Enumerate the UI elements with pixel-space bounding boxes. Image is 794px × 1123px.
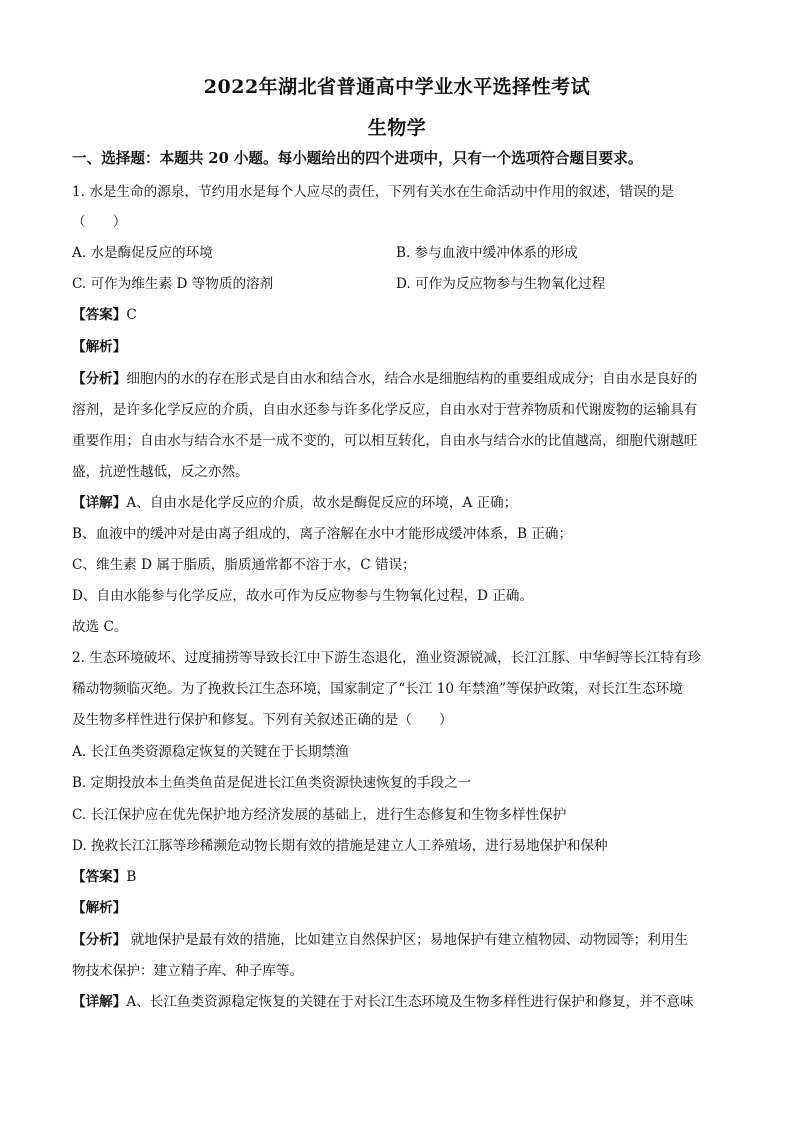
q1-stem-line1: 1. 水是生命的源泉，节约用水是每个人应尽的责任，下列有关水在生命活动中作用的叙述，错误的是: [72, 184, 674, 200]
q1-xiangjie-b: B、血液中的缓冲对是由离子组成的，离子溶解在水中才能形成缓冲体系，B 正确；: [72, 526, 573, 542]
subject-title: 生物学: [367, 117, 427, 139]
section-heading: 一、选择题：本题共 20 小题。每小题给出的四个进项中，只有一个选项符合题目要求。: [72, 150, 643, 167]
q2-answer-row: [72, 868, 722, 886]
q1-analysis-tag: 【解析】: [72, 339, 127, 355]
q1-fenxi-line1: [72, 370, 722, 388]
q1-answer-tag: 【答案】: [72, 307, 127, 323]
q1-fenxi-line3: 重要作用；自由水与结合水不是一成不变的，可以相互转化，自由水与结合水的比值越高，细胞代谢越旺: [72, 433, 698, 449]
q2-option-b: B. 定期投放本土鱼类鱼苗是促进长江鱼类资源快速恢复的手段之一: [72, 775, 472, 791]
q1-xiangjie-d: D、自由水能参与化学反应，故水可作为反应物参与生物氧化过程，D 正确。: [72, 588, 534, 604]
q1-option-c: C. 可作为维生素 D 等物质的溶剂: [72, 276, 274, 292]
q2-stem-line3: 及生物多样性进行保护和修复。下列有关叙述正确的是（ ）: [72, 712, 453, 728]
q2-fenxi-line1: [72, 931, 722, 949]
q2-xiangjie-a-line: [72, 993, 722, 1011]
q2-fenxi-tag: 【分析】: [72, 932, 127, 948]
q2-stem-line1: 2. 生态环境破坏、过度捕捞等导致长江中下游生态退化，渔业资源锐减，长江江豚、中华鲟等长江特有珍: [72, 650, 702, 666]
q1-fenxi-line4: 盛，抗逆性越低，反之亦然。: [72, 464, 249, 480]
q1-fenxi-line2: 溶剂，是许多化学反应的介质，自由水还参与许多化学反应，自由水对于营养物质和代谢废物的运输具有: [72, 402, 698, 418]
q1-xiangjie-a: A、自由水是化学反应的介质，故水是酶促反应的环境，A 正确；: [126, 495, 518, 511]
q2-stem-line2: 稀动物频临灭绝。为了挽救长江生态环境，国家制定了“长江 10 年禁渔”等保护政策，对长江生态环境: [72, 681, 683, 697]
q1-option-d: D. 可作为反应物参与生物氧化过程: [396, 276, 606, 292]
q1-answer-row: [72, 306, 722, 324]
q1-stem-line2: （ ）: [72, 214, 127, 230]
q1-fenxi-tag: 【分析】: [72, 371, 127, 387]
q2-option-c: C. 长江保护应在优先保护地方经济发展的基础上，进行生态修复和生物多样性保护: [72, 807, 567, 823]
q2-answer: B: [126, 869, 137, 885]
q1-option-b: B. 参与血液中缓冲体系的形成: [396, 245, 578, 261]
q1-conclusion: 故选 C。: [72, 619, 128, 635]
q2-fenxi-line2: 物技术保护：建立精子库、种子库等。: [72, 963, 304, 979]
q2-xiangjie-tag: 【详解】: [72, 994, 127, 1010]
q1-xiangjie-a-line: [72, 494, 722, 512]
q2-answer-tag: 【答案】: [72, 869, 127, 885]
q2-option-d: D. 挽救长江江豚等珍稀濒危动物长期有效的措施是建立人工养殖场，进行易地保护和保种: [72, 838, 608, 854]
q1-xiangjie-tag: 【详解】: [72, 495, 127, 511]
q2-option-a: A. 长江鱼类资源稳定恢复的关键在于长期禁渔: [72, 744, 349, 760]
q2-analysis-tag: 【解析】: [72, 900, 127, 916]
exam-title: 2022年湖北省普通高中学业水平选择性考试: [203, 76, 591, 98]
q1-answer: C: [126, 307, 137, 323]
q1-xiangjie-c: C、维生素 D 属于脂质，脂质通常都不溶于水，C 错误；: [72, 557, 416, 573]
q1-fenxi-text1: 细胞内的水的存在形式是自由水和结合水，结合水是细胞结构的重要组成成分；自由水是良好的: [126, 371, 698, 387]
q1-option-a: A. 水是酶促反应的环境: [72, 245, 213, 261]
q2-xiangjie-a: A、长江鱼类资源稳定恢复的关键在于对长江生态环境及生物多样性进行保护和修复，并不意味: [126, 994, 694, 1010]
q2-fenxi-text1: 就地保护是最有效的措施，比如建立自然保护区；易地保护有建立植物园、动物园等；利用生: [126, 932, 689, 948]
